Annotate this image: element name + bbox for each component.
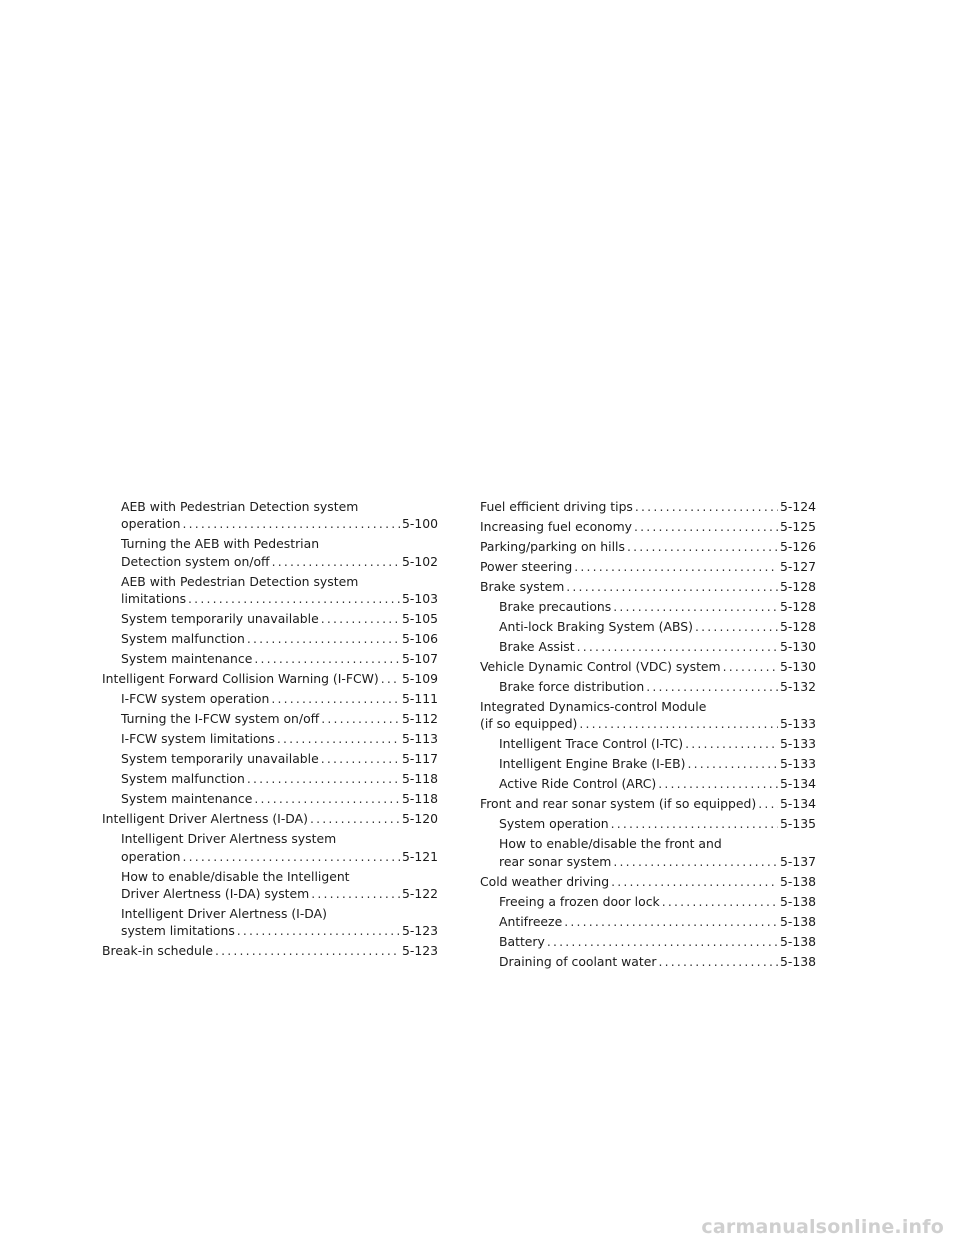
dot-leader — [321, 750, 400, 767]
toc-entry-title: Brake system — [480, 579, 565, 594]
toc-entry-title: I-FCW system limitations — [121, 731, 275, 747]
toc-entry-title: Increasing fuel economy — [480, 519, 632, 534]
toc-entry-title: System malfunction — [121, 771, 245, 787]
toc-entry[interactable] — [102, 498, 438, 533]
dot-leader — [321, 710, 400, 727]
dot-leader — [574, 558, 778, 575]
dot-leader — [695, 618, 778, 635]
toc-page-number: 5-102 — [401, 553, 438, 569]
toc-entry-title: I-FCW system operation — [121, 691, 270, 707]
dot-leader — [247, 770, 400, 787]
toc-page-number: 5-123 — [401, 943, 438, 959]
toc-entry-title: Vehicle Dynamic Control (VDC) system — [480, 659, 721, 674]
dot-leader — [188, 590, 400, 607]
toc-entry-title: Front and rear sonar system (if so equipped) — [480, 796, 757, 812]
toc-entry-title: Intelligent Driver Alertness (I-DA) — [102, 811, 308, 827]
toc-entry-title: limitations — [121, 591, 187, 607]
dot-leader — [634, 518, 778, 535]
dot-leader — [627, 538, 778, 555]
toc-page-number: 5-127 — [779, 559, 816, 574]
dot-leader — [183, 515, 400, 532]
toc-entry-title: Draining of coolant water — [499, 953, 657, 969]
toc-entry[interactable] — [102, 770, 438, 787]
dot-leader — [577, 638, 778, 655]
toc-entry[interactable] — [102, 868, 438, 903]
dot-leader — [662, 893, 778, 910]
toc-entry-title: Intelligent Forward Collision Warning (I-FCW) — [102, 671, 379, 687]
toc-entry-title: Anti-lock Braking System (ABS) — [499, 619, 693, 634]
toc-page-number: 5-138 — [779, 913, 816, 929]
toc-page-number: 5-123 — [401, 923, 438, 939]
toc-entry[interactable] — [480, 933, 816, 950]
toc-page-number: 5-111 — [401, 691, 438, 707]
toc-entry[interactable] — [102, 750, 438, 767]
dot-leader — [658, 775, 778, 792]
toc-entry-title: AEB with Pedestrian Detection system — [121, 573, 359, 589]
toc-entry-title: Intelligent Trace Control (I-TC) — [499, 736, 684, 752]
dot-leader — [646, 678, 778, 695]
toc-page-number: 5-118 — [401, 771, 438, 787]
dot-leader — [247, 630, 400, 647]
toc-page-number: 5-128 — [779, 619, 816, 634]
toc-entry-title: (if so equipped) — [480, 716, 578, 732]
toc-entry[interactable] — [102, 710, 438, 727]
toc-page-number: 5-128 — [779, 579, 816, 594]
toc-page-number: 5-106 — [401, 631, 438, 647]
toc-entry-title: Intelligent Driver Alertness (I-DA) — [121, 906, 327, 922]
toc-entry[interactable] — [102, 573, 438, 608]
toc-page-number: 5-135 — [779, 816, 816, 832]
toc-entry[interactable] — [480, 835, 816, 870]
dot-leader — [613, 853, 778, 870]
dot-leader — [635, 498, 778, 515]
toc-page-number: 5-118 — [401, 791, 438, 807]
toc-entry-title: How to enable/disable the Intelligent — [121, 868, 350, 884]
dot-leader — [687, 755, 778, 772]
toc-entry[interactable] — [480, 538, 816, 555]
toc-entry-title: Brake precautions — [499, 599, 612, 614]
dot-leader — [723, 658, 778, 675]
toc-page-number: 5-107 — [401, 651, 438, 667]
toc-entry[interactable] — [102, 730, 438, 747]
toc-page-number: 5-137 — [779, 853, 816, 869]
toc-page-number: 5-113 — [401, 731, 438, 747]
toc-entry[interactable] — [480, 518, 816, 535]
toc-entry[interactable] — [102, 630, 438, 647]
toc-page-number: 5-121 — [401, 848, 438, 864]
toc-page-number: 5-126 — [779, 539, 816, 554]
toc-page-number: 5-125 — [779, 519, 816, 534]
toc-entry[interactable] — [102, 905, 438, 940]
toc-entry-title: Active Ride Control (ARC) — [499, 776, 657, 792]
toc-entry[interactable] — [480, 735, 816, 752]
toc-page-number: 5-100 — [401, 516, 438, 532]
toc-entry[interactable] — [102, 942, 438, 959]
toc-page-number: 5-109 — [401, 671, 438, 687]
toc-entry-title: How to enable/disable the front and — [499, 836, 722, 852]
toc-entry-title: System maintenance — [121, 791, 253, 807]
watermark-text: carmanualsonline.info — [701, 1216, 944, 1238]
dot-leader — [381, 670, 400, 687]
toc-entry[interactable] — [102, 830, 438, 865]
dot-leader — [277, 730, 400, 747]
toc-page-number: 5-124 — [779, 499, 816, 514]
toc-entry-title: Battery — [499, 933, 545, 949]
toc-entry[interactable] — [480, 815, 816, 832]
toc-entry[interactable] — [480, 913, 816, 930]
toc-page-number: 5-105 — [401, 611, 438, 627]
toc-page-number: 5-138 — [779, 873, 816, 889]
toc-entry-title: Integrated Dynamics-control Module — [480, 699, 707, 714]
dot-leader — [310, 810, 400, 827]
dot-leader — [237, 922, 400, 939]
toc-entry-title: Brake Assist — [499, 639, 575, 654]
dot-leader — [271, 690, 400, 707]
dot-leader — [611, 815, 778, 832]
dot-leader — [272, 553, 400, 570]
toc-entry-title: rear sonar system — [499, 853, 612, 869]
toc-entry[interactable] — [480, 893, 816, 910]
toc-entry[interactable] — [480, 775, 816, 792]
toc-entry[interactable] — [480, 598, 816, 615]
dot-leader — [254, 650, 400, 667]
toc-entry[interactable] — [102, 650, 438, 667]
toc-page-number: 5-120 — [401, 811, 438, 827]
dot-leader — [254, 790, 400, 807]
toc-entry[interactable] — [480, 498, 816, 515]
dot-leader — [613, 598, 778, 615]
toc-page-number: 5-133 — [779, 716, 816, 732]
toc-entry[interactable] — [480, 618, 816, 635]
toc-entry-title: Freeing a frozen door lock — [499, 893, 660, 909]
toc-entry[interactable] — [480, 658, 816, 675]
toc-page-number: 5-133 — [779, 756, 816, 772]
toc-page-number: 5-130 — [779, 639, 816, 654]
toc-entry-title: Cold weather driving — [480, 873, 610, 889]
toc-entry-title: Driver Alertness (I-DA) system — [121, 886, 310, 902]
toc-entry-title: Intelligent Engine Brake (I-EB) — [499, 756, 686, 772]
toc-page-number: 5-134 — [779, 796, 816, 812]
dot-leader — [758, 795, 778, 812]
toc-entry-title: Fuel efficient driving tips — [480, 499, 633, 514]
dot-leader — [685, 735, 778, 752]
dot-leader — [311, 885, 400, 902]
toc-entry-title: Intelligent Driver Alertness system — [121, 831, 337, 847]
toc-entry[interactable] — [102, 690, 438, 707]
toc-entry-title: System temporarily unavailable — [121, 611, 319, 627]
toc-entry[interactable] — [102, 610, 438, 627]
dot-leader — [564, 913, 778, 930]
dot-leader — [183, 848, 400, 865]
toc-entry[interactable] — [480, 953, 816, 970]
toc-entry[interactable] — [480, 678, 816, 695]
dot-leader — [611, 873, 778, 890]
toc-entry-title: Break-in schedule — [102, 943, 213, 959]
toc-page-number: 5-133 — [779, 736, 816, 752]
toc-page-number: 5-132 — [779, 679, 816, 694]
toc-column-right — [480, 498, 816, 973]
toc-entry-title: Power steering — [480, 559, 573, 574]
toc-page-number: 5-103 — [401, 591, 438, 607]
toc-entry[interactable] — [480, 638, 816, 655]
dot-leader — [566, 578, 778, 595]
dot-leader — [547, 933, 778, 950]
toc-entry-title: System operation — [499, 816, 609, 832]
toc-entry-title: AEB with Pedestrian Detection system — [121, 499, 359, 514]
toc-entry-title: Turning the I-FCW system on/off — [121, 711, 320, 727]
toc-entry[interactable] — [102, 670, 438, 687]
toc-page-number: 5-130 — [779, 659, 816, 674]
toc-entry[interactable] — [480, 755, 816, 772]
toc-entry[interactable] — [480, 795, 816, 812]
toc-entry-title: System temporarily unavailable — [121, 751, 319, 767]
toc-entry-title: Detection system on/off — [121, 553, 270, 569]
toc-page-number: 5-138 — [779, 933, 816, 949]
toc-entry-title: Brake force distribution — [499, 679, 645, 694]
toc-entry[interactable] — [102, 810, 438, 827]
toc-entry-title: System malfunction — [121, 631, 245, 647]
toc-entry[interactable] — [102, 535, 438, 570]
toc-entry-title: operation — [121, 848, 181, 864]
dot-leader — [215, 942, 400, 959]
toc-entry[interactable] — [480, 578, 816, 595]
toc-page-number: 5-122 — [401, 886, 438, 902]
dot-leader — [579, 715, 778, 732]
toc-entry-title: Turning the AEB with Pedestrian — [121, 536, 320, 552]
toc-page-number: 5-134 — [779, 776, 816, 792]
toc-entry-title: operation — [121, 516, 181, 532]
toc-entry[interactable] — [480, 698, 816, 733]
toc-entry-title: System maintenance — [121, 651, 253, 667]
toc-page-number: 5-128 — [779, 599, 816, 614]
dot-leader — [658, 953, 778, 970]
dot-leader — [321, 610, 400, 627]
toc-column-left — [102, 498, 438, 962]
toc-entry-title: Parking/parking on hills — [480, 539, 625, 554]
toc-entry-title: system limitations — [121, 923, 235, 939]
toc-entry[interactable] — [480, 558, 816, 575]
toc-page-number: 5-138 — [779, 893, 816, 909]
toc-entry[interactable] — [102, 790, 438, 807]
toc-page-number: 5-112 — [401, 711, 438, 727]
toc-entry-title: Antifreeze — [499, 913, 563, 929]
toc-page-number: 5-138 — [779, 953, 816, 969]
toc-page-number: 5-117 — [401, 751, 438, 767]
toc-entry[interactable] — [480, 873, 816, 890]
